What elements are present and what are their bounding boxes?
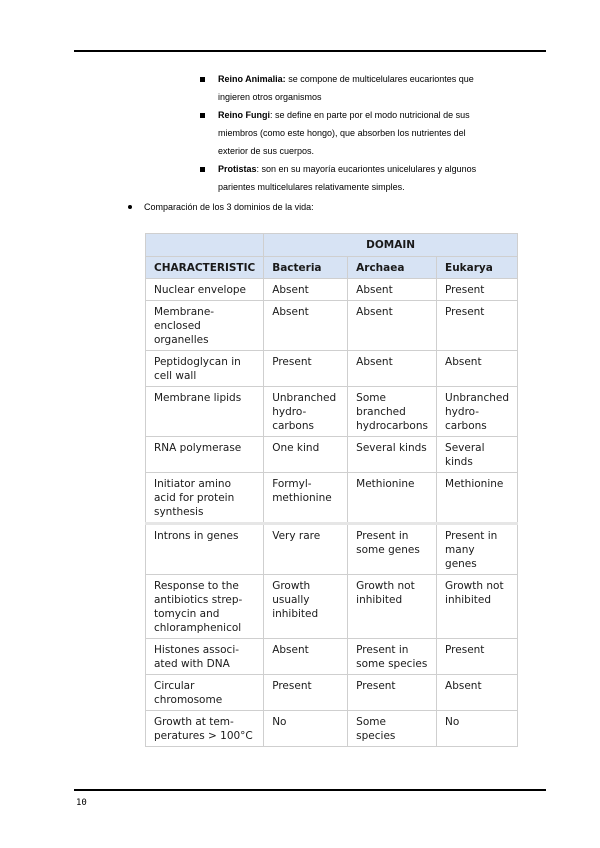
table-cell: Absent bbox=[348, 301, 437, 351]
table-cell: Present in some species bbox=[348, 639, 437, 675]
round-bullet-icon bbox=[128, 205, 132, 209]
table-cell: Growth not inhibited bbox=[348, 575, 437, 639]
table-row bbox=[146, 351, 518, 387]
table-cell: Circular chromosome bbox=[146, 675, 264, 711]
table-column-header-row bbox=[146, 257, 518, 279]
table-cell: Peptidoglycan in cell wall bbox=[146, 351, 264, 387]
table-cell: Growth at tem-peratures > 100°C bbox=[146, 711, 264, 747]
table-cell: Introns in genes bbox=[146, 524, 264, 575]
bullet-text: parientes multicelulares relativamente simples. bbox=[218, 182, 405, 192]
table-cell: Present in many genes bbox=[437, 524, 518, 575]
table-cell: Absent bbox=[264, 639, 348, 675]
bullet-term: Protistas bbox=[218, 164, 257, 174]
table-cell: Absent bbox=[348, 279, 437, 301]
table-row bbox=[146, 575, 518, 639]
table-cell: Present bbox=[437, 639, 518, 675]
table-cell: No bbox=[264, 711, 348, 747]
bullet-fungi bbox=[200, 106, 530, 160]
table-row bbox=[146, 279, 518, 301]
table-cell: One kind bbox=[264, 437, 348, 473]
bullet-protistas bbox=[200, 160, 530, 196]
table-cell: Response to the antibiotics strep-tomycin and chloramphenicol bbox=[146, 575, 264, 639]
table-cell: Absent bbox=[264, 279, 348, 301]
table-row bbox=[146, 387, 518, 437]
comparison-bullet bbox=[128, 198, 314, 216]
bullet-text: miembros (como este hongo), que absorben los nutrientes del bbox=[218, 128, 466, 138]
table-cell: RNA polymerase bbox=[146, 437, 264, 473]
table-cell: Present bbox=[264, 351, 348, 387]
table-cell: Absent bbox=[437, 675, 518, 711]
table-cell: Unbranched hydro-carbons bbox=[264, 387, 348, 437]
column-header: CHARACTERISTIC bbox=[146, 257, 264, 279]
table-cell: Growth not inhibited bbox=[437, 575, 518, 639]
table-cell: Absent bbox=[264, 301, 348, 351]
table-cell: Several kinds bbox=[437, 437, 518, 473]
table-cell: Very rare bbox=[264, 524, 348, 575]
table-row bbox=[146, 473, 518, 524]
table-cell: Present bbox=[348, 675, 437, 711]
table-cell: Formyl-methionine bbox=[264, 473, 348, 524]
table-row bbox=[146, 301, 518, 351]
table-cell: Present bbox=[264, 675, 348, 711]
table-row bbox=[146, 675, 518, 711]
kingdom-bullet-list bbox=[200, 70, 530, 196]
bullet-text: ingieren otros organismos bbox=[218, 92, 322, 102]
table-row bbox=[146, 437, 518, 473]
table-row bbox=[146, 639, 518, 675]
header-blank-cell bbox=[146, 234, 264, 257]
table-cell: Methionine bbox=[348, 473, 437, 524]
square-bullet-icon bbox=[200, 113, 205, 118]
top-rule bbox=[74, 50, 546, 52]
table-cell: Absent bbox=[437, 351, 518, 387]
table-cell: Membrane-enclosed organelles bbox=[146, 301, 264, 351]
bullet-text: se compone de multicelulares eucariontes que bbox=[285, 74, 474, 84]
column-header: Archaea bbox=[348, 257, 437, 279]
square-bullet-icon bbox=[200, 167, 205, 172]
table-cell: Growth usually inhibited bbox=[264, 575, 348, 639]
table-cell: Nuclear envelope bbox=[146, 279, 264, 301]
column-header: Eukarya bbox=[437, 257, 518, 279]
table-cell: Unbranched hydro-carbons bbox=[437, 387, 518, 437]
square-bullet-icon bbox=[200, 77, 205, 82]
table-cell: Present in some genes bbox=[348, 524, 437, 575]
table-header-row bbox=[146, 234, 518, 257]
comparison-text: Comparación de los 3 dominios de la vida: bbox=[144, 202, 314, 212]
table-cell: Present bbox=[437, 279, 518, 301]
table-cell: Some species bbox=[348, 711, 437, 747]
page-number: 10 bbox=[76, 798, 87, 808]
bullet-text: : se define en parte por el modo nutricional de sus bbox=[270, 110, 470, 120]
table-cell: Methionine bbox=[437, 473, 518, 524]
table-cell: No bbox=[437, 711, 518, 747]
table-cell: Absent bbox=[348, 351, 437, 387]
table-cell: Several kinds bbox=[348, 437, 437, 473]
table-cell: Histones associ-ated with DNA bbox=[146, 639, 264, 675]
domain-header: DOMAIN bbox=[264, 234, 518, 257]
table-row bbox=[146, 711, 518, 747]
domain-comparison-table bbox=[145, 233, 518, 747]
bullet-text: : son en su mayoría eucariontes unicelulares y algunos bbox=[256, 164, 477, 174]
bottom-rule bbox=[74, 789, 546, 791]
bullet-text: exterior de sus cuerpos. bbox=[218, 146, 315, 156]
table-cell: Initiator amino acid for protein synthesis bbox=[146, 473, 264, 524]
bullet-term: Reino Animalia: bbox=[218, 74, 286, 84]
table-cell: Some branched hydrocarbons bbox=[348, 387, 437, 437]
column-header: Bacteria bbox=[264, 257, 348, 279]
bullet-term: Reino Fungi bbox=[218, 110, 270, 120]
table-cell: Membrane lipids bbox=[146, 387, 264, 437]
table-cell: Present bbox=[437, 301, 518, 351]
bullet-animalia bbox=[200, 70, 530, 106]
table-row bbox=[146, 524, 518, 575]
